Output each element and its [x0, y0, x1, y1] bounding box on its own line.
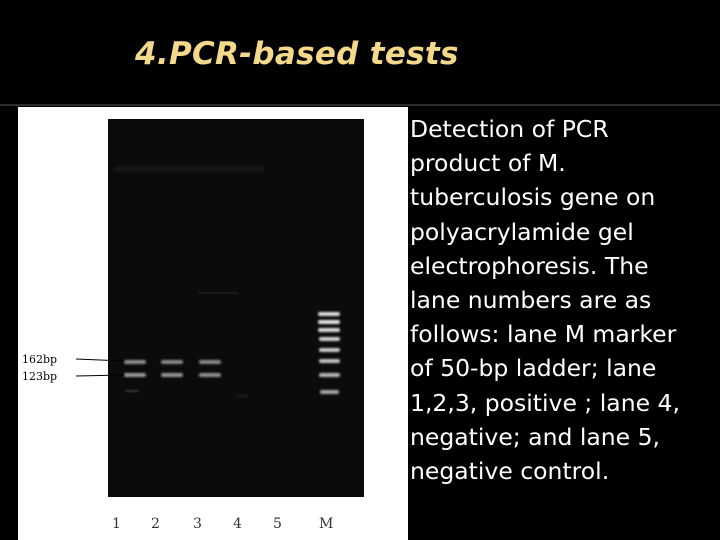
gel-artifact	[198, 292, 238, 294]
lane-3-band-162	[199, 360, 221, 364]
lane-2-band-123	[161, 373, 183, 377]
ladder-band	[319, 359, 340, 363]
ladder-band	[318, 320, 340, 324]
marker-label-162bp: 162bp	[22, 353, 58, 366]
lane-label-m: M	[319, 516, 334, 532]
lane-1-band-162	[124, 360, 146, 364]
title-divider	[0, 104, 720, 106]
ladder-band	[319, 373, 340, 377]
ladder-band	[318, 328, 340, 332]
slide-title: 4.PCR-based tests	[135, 36, 459, 72]
lane-2-band-162	[161, 360, 183, 364]
gel-figure-svg	[18, 107, 408, 540]
marker-label-123bp: 123bp	[22, 370, 58, 383]
ladder-band	[318, 312, 340, 316]
lane-label-5: 5	[273, 516, 282, 532]
figure-caption: Detection of PCR product of M. tuberculosis gene on polyacrylamide gel electrophoresis. The lane numbers are as follows: lane M marker of 50-bp ladder; lane 1,2,3, positive ; lane 4, negative; and lane 5, negative control.	[410, 115, 680, 486]
gel-wells	[114, 167, 264, 171]
lane-1-band-123	[124, 373, 146, 377]
gel-figure	[18, 107, 408, 540]
ladder-band	[319, 348, 340, 352]
ladder-band	[319, 337, 340, 341]
lane-label-3: 3	[193, 516, 202, 532]
gel-image	[108, 119, 364, 497]
lane-3-band-123	[199, 373, 221, 377]
lane-1-band-faint	[125, 390, 139, 392]
lane-4-band-faint	[236, 395, 248, 397]
lane-label-2: 2	[151, 516, 160, 532]
lane-label-1: 1	[112, 516, 121, 532]
lane-label-4: 4	[233, 516, 242, 532]
ladder-band	[320, 390, 339, 394]
